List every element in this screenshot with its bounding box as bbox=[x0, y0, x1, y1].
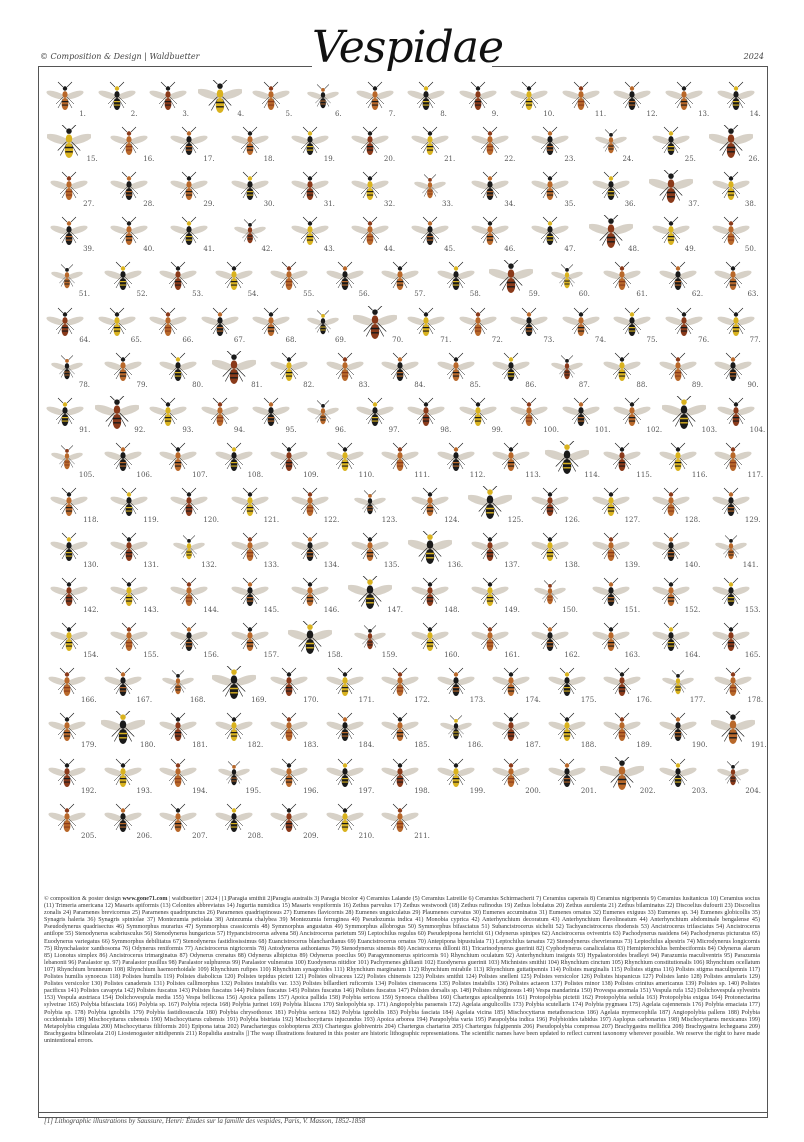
specimen-number: 100. bbox=[543, 425, 559, 434]
specimen-number: 131. bbox=[143, 561, 159, 569]
specimen-number: 127. bbox=[624, 515, 641, 524]
specimen-number: 27. bbox=[83, 200, 95, 209]
specimen-number: 56. bbox=[358, 290, 370, 299]
specimen-number: 122. bbox=[323, 515, 340, 524]
specimen-number: 75. bbox=[646, 335, 658, 344]
specimen-number: 91. bbox=[79, 425, 91, 434]
specimen-number: 39. bbox=[83, 245, 95, 254]
caption-lead: © composition & poster design bbox=[44, 896, 123, 902]
wasp-illustration bbox=[545, 441, 589, 477]
specimen-number: 151. bbox=[624, 606, 641, 615]
specimen-number: 107. bbox=[192, 470, 208, 479]
specimen-number: 164. bbox=[684, 651, 701, 660]
specimen-number: 43. bbox=[323, 245, 335, 254]
specimen-number: 26. bbox=[748, 155, 760, 164]
specimen-number: 41. bbox=[203, 245, 215, 254]
specimen-number: 120. bbox=[203, 515, 219, 524]
wasp-illustration bbox=[589, 215, 633, 251]
specimen-number: 210. bbox=[358, 831, 375, 840]
specimen-number: 52. bbox=[136, 290, 148, 299]
specimen-number: 134. bbox=[323, 561, 340, 569]
specimen-number: 183. bbox=[303, 741, 319, 750]
specimen-number: 109. bbox=[303, 470, 319, 479]
specimen-number: 4. bbox=[237, 110, 245, 118]
specimen-number: 46. bbox=[504, 245, 516, 254]
specimen-number: 12. bbox=[646, 110, 658, 118]
specimen-number: 137. bbox=[504, 561, 520, 569]
specimen-number: 51. bbox=[78, 290, 91, 299]
wasp-illustration bbox=[408, 531, 452, 567]
specimen-number: 135. bbox=[383, 561, 400, 569]
specimen-number: 124. bbox=[444, 515, 460, 524]
specimen-number: 24. bbox=[622, 155, 634, 164]
specimen-number: 153. bbox=[744, 606, 761, 615]
specimen-number: 98. bbox=[440, 425, 452, 434]
specimen-number: 201. bbox=[580, 786, 597, 795]
specimen-number: 82. bbox=[303, 380, 315, 389]
specimen-number: 45. bbox=[444, 245, 456, 254]
specimen-number: 97. bbox=[388, 425, 400, 434]
specimen-number: 37. bbox=[688, 200, 700, 209]
caption-website: www.gone71.com bbox=[122, 896, 168, 902]
specimen-number: 19. bbox=[323, 155, 335, 164]
specimen-number: 128. bbox=[684, 515, 701, 524]
wasp-illustration bbox=[709, 125, 753, 161]
specimen-number: 211. bbox=[414, 831, 430, 840]
specimen-number: 85. bbox=[469, 380, 481, 389]
specimen-number: 174. bbox=[525, 696, 541, 705]
specimen-number: 54. bbox=[247, 290, 259, 299]
specimen-number: 130. bbox=[83, 561, 99, 569]
specimen-number: 10. bbox=[543, 110, 555, 118]
specimen-number: 147. bbox=[387, 606, 403, 615]
specimen-number: 60. bbox=[578, 290, 590, 299]
specimen-number: 66. bbox=[182, 335, 194, 344]
specimen-number: 79. bbox=[136, 380, 148, 389]
specimen-number: 48. bbox=[628, 245, 640, 254]
wasp-illustration bbox=[711, 711, 755, 747]
specimen-number: 144. bbox=[203, 606, 219, 615]
specimen-number: 47. bbox=[564, 245, 576, 254]
specimen-number: 49. bbox=[684, 245, 696, 254]
specimen-number: 125. bbox=[507, 515, 524, 524]
specimen-number: 108. bbox=[247, 470, 264, 479]
specimen-number: 40. bbox=[143, 245, 155, 254]
specimen-number: 195. bbox=[245, 786, 262, 795]
specimen-number: 87. bbox=[578, 380, 590, 389]
specimen-number: 14. bbox=[749, 110, 761, 118]
specimen-number: 162. bbox=[564, 651, 580, 660]
specimen-number: 63. bbox=[747, 290, 759, 299]
specimen-grid bbox=[42, 80, 767, 892]
specimen-number: 192. bbox=[80, 786, 97, 795]
specimen-number: 13. bbox=[698, 110, 710, 118]
specimen-number: 28. bbox=[143, 200, 155, 209]
wasp-illustration bbox=[212, 351, 256, 387]
specimen-number: 83. bbox=[358, 380, 370, 389]
specimen-number: 16. bbox=[143, 155, 155, 164]
specimen-number: 11. bbox=[594, 110, 607, 118]
wasp-illustration bbox=[649, 170, 693, 206]
specimen-number: 32. bbox=[383, 200, 396, 209]
specimen-number: 176. bbox=[636, 696, 652, 705]
specimen-number: 68. bbox=[285, 335, 297, 344]
specimen-number: 142. bbox=[83, 606, 99, 615]
specimen-number: 64. bbox=[79, 335, 91, 344]
specimen-number: 1. bbox=[79, 110, 86, 118]
specimen-number: 156. bbox=[203, 651, 219, 660]
specimen-number: 71. bbox=[440, 335, 452, 344]
specimen-number: 143. bbox=[143, 606, 159, 615]
specimen-number: 126. bbox=[564, 515, 580, 524]
specimen-number: 112. bbox=[469, 470, 486, 479]
specimen-number: 145. bbox=[263, 606, 280, 615]
specimen-number: 9. bbox=[491, 110, 499, 118]
specimen-number: 196. bbox=[303, 786, 319, 795]
specimen-number: 53. bbox=[192, 290, 204, 299]
species-caption bbox=[44, 896, 760, 1078]
specimen-number: 206. bbox=[136, 831, 153, 840]
specimen-number: 101. bbox=[594, 425, 611, 434]
specimen-number: 175. bbox=[580, 696, 597, 705]
specimen-number: 84. bbox=[414, 380, 426, 389]
specimen-number: 165. bbox=[744, 651, 761, 660]
specimen-number: 15. bbox=[86, 155, 98, 164]
specimen-number: 94. bbox=[233, 425, 246, 434]
specimen-number: 207. bbox=[192, 831, 208, 840]
specimen-number: 209. bbox=[303, 831, 319, 840]
specimen-number: 23. bbox=[564, 155, 576, 164]
wasp-illustration bbox=[468, 486, 512, 522]
specimen-number: 117. bbox=[747, 470, 764, 479]
specimen-number: 189. bbox=[636, 741, 652, 750]
specimen-number: 157. bbox=[263, 651, 280, 660]
specimen-number: 198. bbox=[414, 786, 430, 795]
specimen-number: 67. bbox=[233, 335, 246, 344]
specimen-number: 170. bbox=[303, 696, 319, 705]
specimen-number: 140. bbox=[684, 561, 701, 569]
specimen-number: 133. bbox=[263, 561, 280, 569]
specimen-number: 92. bbox=[134, 425, 146, 434]
wasp-illustration bbox=[353, 306, 397, 342]
specimen-number: 186. bbox=[467, 741, 484, 750]
specimen-number: 89. bbox=[691, 380, 704, 389]
specimen-number: 35. bbox=[564, 200, 576, 209]
wasp-illustration bbox=[198, 80, 245, 118]
specimen-number: 2. bbox=[130, 110, 138, 118]
specimen-number: 113. bbox=[525, 470, 541, 479]
specimen-number: 90. bbox=[747, 380, 759, 389]
specimen-number: 193. bbox=[136, 786, 153, 795]
wasp-illustration bbox=[662, 396, 706, 432]
specimen-number: 31. bbox=[323, 200, 335, 209]
wasp-illustration bbox=[95, 396, 139, 432]
specimen-number: 59. bbox=[528, 290, 540, 299]
specimen-number: 152. bbox=[684, 606, 701, 615]
specimen-number: 65. bbox=[130, 335, 142, 344]
specimen-number: 169. bbox=[251, 696, 267, 705]
specimen-number: 149. bbox=[504, 606, 520, 615]
specimen-number: 5. bbox=[285, 110, 293, 118]
poster-title: Vespidae bbox=[312, 22, 504, 73]
specimen-number: 200. bbox=[525, 786, 541, 795]
specimen-number: 106. bbox=[136, 470, 153, 479]
specimen-number: 132. bbox=[201, 561, 217, 569]
specimen-number: 99. bbox=[491, 425, 503, 434]
specimen-number: 80. bbox=[192, 380, 204, 389]
specimen-number: 38. bbox=[744, 200, 757, 209]
specimen-number: 185. bbox=[414, 741, 430, 750]
specimen-number: 44. bbox=[383, 245, 396, 254]
specimen-number: 81. bbox=[251, 380, 263, 389]
copyright-line: © Composition & Design | Waldbuetter bbox=[40, 52, 200, 61]
specimen-number: 8. bbox=[440, 110, 447, 118]
wasp-illustration bbox=[101, 711, 145, 747]
specimen-number: 173. bbox=[469, 696, 486, 705]
specimen-number: 114. bbox=[584, 470, 600, 479]
specimen-number: 86. bbox=[525, 380, 537, 389]
specimen-number: 187. bbox=[525, 741, 541, 750]
wasp-illustration bbox=[288, 621, 332, 657]
specimen-number: 50. bbox=[744, 245, 757, 254]
specimen-number: 55. bbox=[303, 290, 315, 299]
specimen-number: 77. bbox=[749, 335, 761, 344]
specimen-number: 6. bbox=[334, 110, 342, 118]
specimen-number: 208. bbox=[247, 831, 264, 840]
specimen-number: 190. bbox=[691, 741, 708, 750]
specimen-number: 205. bbox=[80, 831, 97, 840]
specimen-number: 180. bbox=[140, 741, 156, 750]
footer-divider bbox=[38, 1112, 768, 1113]
specimen-number: 182. bbox=[247, 741, 264, 750]
specimen-number: 20. bbox=[383, 155, 396, 164]
specimen-number: 102. bbox=[646, 425, 663, 434]
specimen-number: 70. bbox=[392, 335, 404, 344]
specimen-number: 161. bbox=[504, 651, 520, 660]
specimen-number: 168. bbox=[189, 696, 206, 705]
specimen-number: 163. bbox=[624, 651, 641, 660]
caption-species-list: | waldbuetter | 2024 | [1]Paragia smithii 2)Paragia australis 3) Paragia bicolor 4) Ceramius Lalande (5) Ceramius Latreille 6) Ceramius Schirmacherii 7) Ceramius capensis 8) Ceramius nigripennis 9) Ceramius lusitanicus 10) Ceramius socius (11) Trimeria americana 12) Masaris apiformis (13) Celonites abbreviatus 14) Jugurtia numidica 15) Masaris vespiformis 16) Zethus parvulus 17) Zethus westwoodi (18) Zethus rufinodus 19) Zethus lobulatus 20) Zethus aurulenta 21) Zethus bilaminatus 22) Discoelius dufourii 23) Discoelius zonalis 24) Pararnenes brevicornus 25) Pararnenes quadripunctus 26) Pararnenes quadrispinosus 27) Eumenes flavicornis 28) Eumenes unguiculatus 29) Plaumenes curvatus 30) Eumenes accuminatus 31) Eumenes ornatus 32) Eumenes exiguus 33) Eumenes sp. 34) Eumenes globicollis 35) Synagris haleria 36) Synagris spiniolae 37) Montezumia petiolata 38) Antezumia chalybea 39) Montezumia ferruginea 40) Pseudozumia indica 41) Monobia cyprica 42) Anterhynchium decoratum 43) Anterhynchium flavolineatum 44) Anterhynchium abdominale bengalense 45) Pseudodynerus quadrisectus 46) Symmorphus murarius 47) Symmorphus crassicornis 48) Symmorphus angustatus 49) Symmorphus allobrogus 50) Symmorphus bifasciatus 51) Subancistrocerus sichelii 52) Tachyancistrocerus rhodensis 53) Ancistrocerus trifasciatus 54) Ancistrocerus antilope 55) Stenodynerus scabriusculus 56) Stenodynerus hungaricus 57) Hypancistrocerus advena 58) Ancistrocerus parietum 59) Leptochilus regulus 60) Pseudepipona herrichii 61) Odynerus spinipes 62) Ancistrocerus oviventris 63) Pachodynerus nasidens 64) Pachodynerus picturatus 65) Euodynerus variegatus 66) Symmorphus debilitatus 67) Stenodynerus fastidiosissimus 68) Euancistrocerus blanchardianus 69) Euancistrocerus ornatus 70) Antepipona bipustulata 71) Leptochilus tarsatus 72) Stenodynerus chevrieranus 73) Leptochilus alpestris 74) Microdynerus longicornis 75) Rhynchalastor xanthosoma 76) Odynerus reniformis 77) Ancistrocerus nigricornis 78) Antodynerus asthonianus 79) Stenodynerus sinensis 80) Ancistrocerus dillonii 81) Tricarinodynerus guerinii 82) Cyphodynerus canaliculatus 83) Hemipterochilus bembeciformis 84) Odynerus alarum 85) Lionotus simplex 86) Ancistrocerus trimarginatus 87) Odynerus crenatus 88) Odynerus albipictus 89) Odynerus poecilus 90) Paragymnomerus spiricornis 91) Rhynchium oculatum 92) Anterhynchium insignis 93) Hypalastoroides bradleyi 94) Parazumia maculiventris 95) Parazumia lebanonii 96) Paralastor sp. 97) Paralastor pusillus 98) Paralastor sulphureus 99) Paralastor vulneratus 100) Euodynerus nitidior 101) Pachymenes ghilianii 102) Euodynerus guerinii 103) Michnistes smithii 104) Rhynchium cinctum 105) Rhynchium constitutionalis 106) Rhynchium ocellatum 107) Rhynchium brunneum 108) Rhynchium haemorrhoidale 109) Rhynchium rufipes 110) Rhynchium synagroides 111) Rhynchium marginatum 112) Rhynchium mirabile 113) Rhynchium guttatipennis 114) Polistes marginalis 115) Polistes stigma 116) Polistes stigma maculipennis 117) Polistes humilis synoecus 118) Polistes humilis 119) Polistes diabolicus 120) Polistes tepidus picteti 121) Polistes olivaceus 122) Polistes chinensis 123) Polistes smithii 124) Polistes snelleni 125) Polistes versicolor 126) Polistes hispanicus 127) Polistes lanio 128) Polistes annularis 129) Polistes versicolor 130) Polistes canadensis 131) Polistes callimorphus 132) Polistes instabilis var. 133) Polistes billardieri ruficornis 134) Polistes cinerascens 135) Polistes instabilis 136) Polistes actaeon 137) Polistes minor 138) Polistes crinitus americanus 139) Polistes sp. 140) Polistes pacificus 141) Polistes cavapyta 142) Polistes fuscatus 143) Polistes fuscatus 144) Polistes fuscatus 145) Polistes fuscatus 146) Polistes fuscatus 147) Polistes dorsalis sp. 148) Polistes rubiginosus 149) Vespa mandarinia 150) Provespa anomala 151) Vespula rufa 152) Dolichovespula sylvestris 153) Vespula austriaca 154) Dolichovespula media 155) Vespa bellicosa 156) Apoica pallens 157) Apoica pallida 158) Polybia sericea 159) Synoeca chalibea 160) Chartergus apicalipennis 161) Protopolybia pictetii 162) Protopolybia sedula 163) Protopolybia exigua 164) Protonectarina sylveirae 165) Polybia bifasciata 166) Polybia sp. 167) Polybia rejecta 168) Polybia jurinei 169) Polybia liliacea 170) Stelopolybia sp. 171) Angiopolybia paraensis 172) Agelaia angulicollis 173) Polybia scutellaris 174) Polybia pygmaea 175) Agelaia cajennensis 176) Polybia emaciata 177) Polybia sp. 178) Polybia ignobilis 179) Polybia fastidiosuscula 180) Polybia chrysothorax 181) Polybia sericea 182) Polybia ignobilis 183) Polybia fasciata 184) Agelaia vicina 185) Mischocyttarus metathoracicus 186) Agelaia myrmecophila 187) Angiopolybia pallens 188) Polybia occidentalis 189) Mischocyttarus cubensis 190) Mischocyttarus cubensis 191) Polybia bistriata 192) Mischocyttarus injucundus 193) Apoica arborea 194) Parapolybia varia 195) Parapolybia indica 196) Polybioides tabidus 197) Asplopus carbonarius 198) Mischocyttarus mexicanus 199) Metapolybia cingulata 200) Mischocyttarus filiformis 201) Epipona tatua 202) Parachartergus colobopterus 203) Chartergus globiventris 204) Chartergus chartarius 205) Chartergus fulgipennis 206) Pseudopolybia compressa 207) Brachygastra mellifica 208) Brachygastra lecheguana 209) Brachygastra bilineolata 210) Liostenogaster nitidipennis 211) Ropalidia australis |] The wasp illustrations featured in this poster are historic lithographic representations. The scientific names have been updated to reflect current taxonomy wherever possible. We reserve the right to have made unintentional errors. bbox=[44, 896, 760, 1044]
specimen-number: 119. bbox=[143, 515, 159, 524]
specimen-number: 69. bbox=[334, 335, 347, 344]
specimen-number: 118. bbox=[83, 515, 99, 524]
specimen-number: 25. bbox=[684, 155, 696, 164]
specimen-number: 88. bbox=[636, 380, 648, 389]
specimen-number: 58. bbox=[469, 290, 481, 299]
specimen-number: 141. bbox=[742, 561, 759, 569]
specimen-number: 197. bbox=[358, 786, 375, 795]
specimen-number: 158. bbox=[327, 651, 343, 660]
specimen-number: 34. bbox=[504, 200, 516, 209]
specimen-number: 115. bbox=[636, 470, 652, 479]
footer-source: [1] Lithographic illustrations by Saussure, Henri: Études sur la famille des vespides, Paris, V. Masson, 1852-1858 bbox=[44, 1117, 366, 1125]
specimen-number: 21. bbox=[444, 155, 456, 164]
specimen-number: 159. bbox=[381, 651, 398, 660]
specimen-number: 22. bbox=[504, 155, 516, 164]
specimen-number: 61. bbox=[636, 290, 648, 299]
specimen-number: 74. bbox=[594, 335, 607, 344]
year-label: 2024 bbox=[743, 52, 764, 61]
specimen-number: 105. bbox=[78, 470, 95, 479]
specimen-number: 78. bbox=[78, 380, 91, 389]
specimen-number: 138. bbox=[564, 561, 580, 569]
specimen-number: 146. bbox=[323, 606, 340, 615]
specimen-number: 204. bbox=[745, 786, 761, 795]
specimen-number: 17. bbox=[203, 155, 215, 164]
specimen-number: 62. bbox=[691, 290, 704, 299]
specimen-number: 110. bbox=[358, 470, 375, 479]
specimen-number: 179. bbox=[80, 741, 97, 750]
specimen-number: 202. bbox=[639, 786, 656, 795]
specimen-number: 129. bbox=[744, 515, 761, 524]
specimen-number: 184. bbox=[358, 741, 375, 750]
title-box bbox=[312, 22, 504, 74]
specimen-number: 57. bbox=[414, 290, 426, 299]
specimen-number: 166. bbox=[80, 696, 97, 705]
specimen-number: 188. bbox=[580, 741, 597, 750]
specimen-number: 123. bbox=[381, 515, 398, 524]
specimen-number: 3. bbox=[182, 110, 190, 118]
specimen-number: 155. bbox=[143, 651, 159, 660]
specimen-number: 160. bbox=[444, 651, 460, 660]
specimen-number: 191. bbox=[750, 741, 767, 750]
specimen-number: 150. bbox=[562, 606, 578, 615]
specimen-number: 181. bbox=[192, 741, 208, 750]
specimen-number: 7. bbox=[388, 110, 396, 118]
specimen-number: 93. bbox=[182, 425, 194, 434]
specimen-number: 172. bbox=[414, 696, 430, 705]
specimen-number: 18. bbox=[263, 155, 275, 164]
specimen-number: 76. bbox=[698, 335, 710, 344]
specimen-number: 95. bbox=[285, 425, 297, 434]
specimen-number: 103. bbox=[701, 425, 718, 434]
specimen-number: 104. bbox=[749, 425, 766, 434]
specimen-number: 177. bbox=[689, 696, 706, 705]
wasp-illustration bbox=[600, 757, 644, 793]
specimen-number: 154. bbox=[83, 651, 99, 660]
specimen-number: 194. bbox=[192, 786, 208, 795]
specimen-number: 199. bbox=[469, 786, 486, 795]
specimen-number: 73. bbox=[543, 335, 555, 344]
wasp-illustration bbox=[348, 576, 392, 612]
specimen-number: 136. bbox=[447, 561, 464, 569]
specimen-number: 42. bbox=[261, 245, 273, 254]
specimen-number: 36. bbox=[624, 200, 636, 209]
wasp-illustration bbox=[489, 260, 533, 296]
specimen-number: 30. bbox=[263, 200, 275, 209]
specimen-number: 111. bbox=[414, 470, 430, 479]
specimen-number: 203. bbox=[691, 786, 708, 795]
specimen-number: 29. bbox=[203, 200, 215, 209]
specimen-number: 72. bbox=[491, 335, 503, 344]
specimen-number: 167. bbox=[136, 696, 153, 705]
specimen-number: 171. bbox=[358, 696, 375, 705]
specimen-number: 178. bbox=[747, 696, 764, 705]
specimen-number: 148. bbox=[444, 606, 460, 615]
specimen-number: 33. bbox=[441, 200, 454, 209]
specimen-number: 116. bbox=[691, 470, 708, 479]
specimen-number: 96. bbox=[334, 425, 347, 434]
wasp-illustration bbox=[212, 666, 256, 702]
specimen-number: 139. bbox=[624, 561, 641, 569]
specimen-number: 121. bbox=[263, 515, 280, 524]
wasp-illustration bbox=[47, 125, 91, 161]
